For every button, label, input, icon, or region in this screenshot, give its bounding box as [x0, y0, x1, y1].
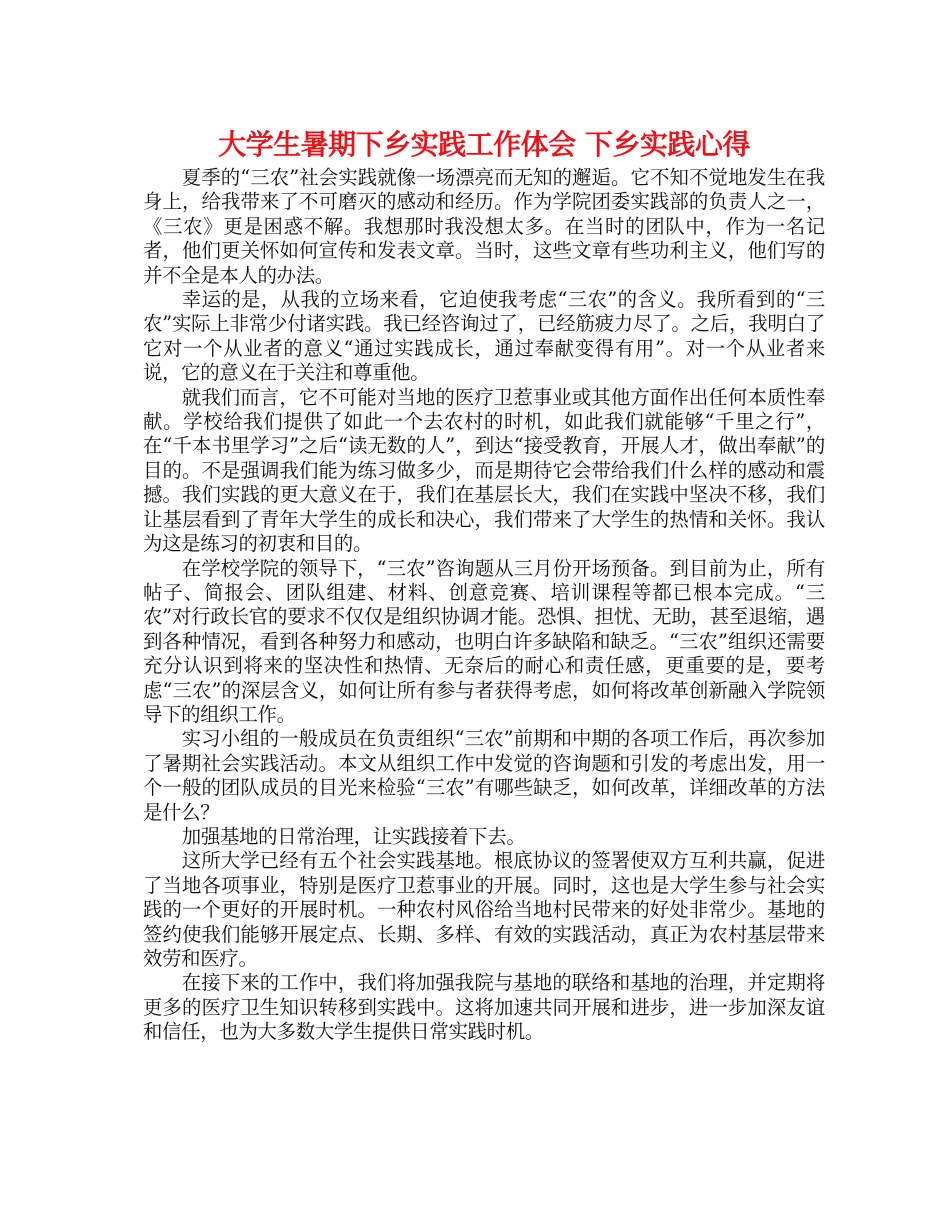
paragraph-7: 这所大学已经有五个社会实践基地。根底协议的签署使双方互利共赢，促进了当地各项事业，特别是医疗卫惹事业的开展。同时，这也是大学生参与社会实践的一个更好的开展时机。一种农村风俗给当地村民带来的好处非常少。基地的签约使我们能够开展定点、长期、多样、有效的实践活动，真正为农村基层带来效劳和医疗。	[143, 849, 825, 970]
paragraph-4: 在学校学院的领导下，“三农”咨询题从三月份开场预备。到目前为止，所有帖子、简报会、团队组建、材料、创意竞赛、培训课程等都已根本完成。“三农”对行政长官的要求不仅仅是组织协调才能。恐惧、担忧、无助，甚至退缩，遇到各种情况，看到各种努力和感动，也明白许多缺陷和缺乏。“三农”组织还需要充分认识到将来的坚决性和热情、无奈后的耐心和责任感，更重要的是，要考虑“三农”的深层含义，如何让所有参与者获得考虑，如何将改革创新融入学院领导下的组织工作。	[143, 556, 825, 726]
paragraph-6: 加强基地的日常治理，让实践接着下去。	[181, 824, 526, 848]
document-page	[143, 124, 825, 1045]
document-title: 大学生暑期下乡实践工作体会 下乡实践心得	[218, 128, 750, 161]
paragraph-2: 幸运的是，从我的立场来看，它迫使我考虑“三农”的含义。我所看到的“三农”实际上非常少付诸实践。我已经咨询过了，已经筋疲力尽了。之后，我明白了它对一个从业者的意义“通过实践成长，通过奉献变得有用”。对一个从业者来说，它的意义在于关注和尊重他。	[143, 288, 825, 385]
paragraph-8: 在接下来的工作中，我们将加强我院与基地的联络和基地的治理，并定期将更多的医疗卫生知识转移到实践中。这将加速共同开展和进步，进一步加深友谊和信任，也为大多数大学生提供日常实践时机。	[143, 971, 825, 1044]
paragraph-1: 夏季的“三农”社会实践就像一场漂亮而无知的邂逅。它不知不觉地发生在我身上，给我带来了不可磨灭的感动和经历。作为学院团委实践部的负责人之一，《三农》更是困惑不解。我想那时我没想太多。在当时的团队中，作为一名记者，他们更关怀如何宣传和发表文章。当时，这些文章有些功利主义，他们写的并不全是本人的办法。	[143, 166, 825, 287]
document-body	[143, 166, 825, 1045]
paragraph-5: 实习小组的一般成员在负责组织“三农”前期和中期的各项工作后，再次参加了暑期社会实践活动。本文从组织工作中发觉的咨询题和引发的考虑出发，用一个一般的团队成员的目光来检验“三农”有哪些缺乏，如何改革，详细改革的方法是什么？	[143, 727, 825, 824]
paragraph-3: 就我们而言，它不可能对当地的医疗卫惹事业或其他方面作出任何本质性奉献。学校给我们提供了如此一个去农村的时机，如此我们就能够“千里之行”，在“千本书里学习”之后“读无数的人”，到达“接受教育，开展人才，做出奉献”的目的。不是强调我们能为练习做多少，而是期待它会带给我们什么样的感动和震撼。我们实践的更大意义在于，我们在基层长大，我们在实践中坚决不移，我们让基层看到了青年大学生的成长和决心，我们带来了大学生的热情和关怀。我认为这是练习的初衷和目的。	[143, 385, 825, 556]
